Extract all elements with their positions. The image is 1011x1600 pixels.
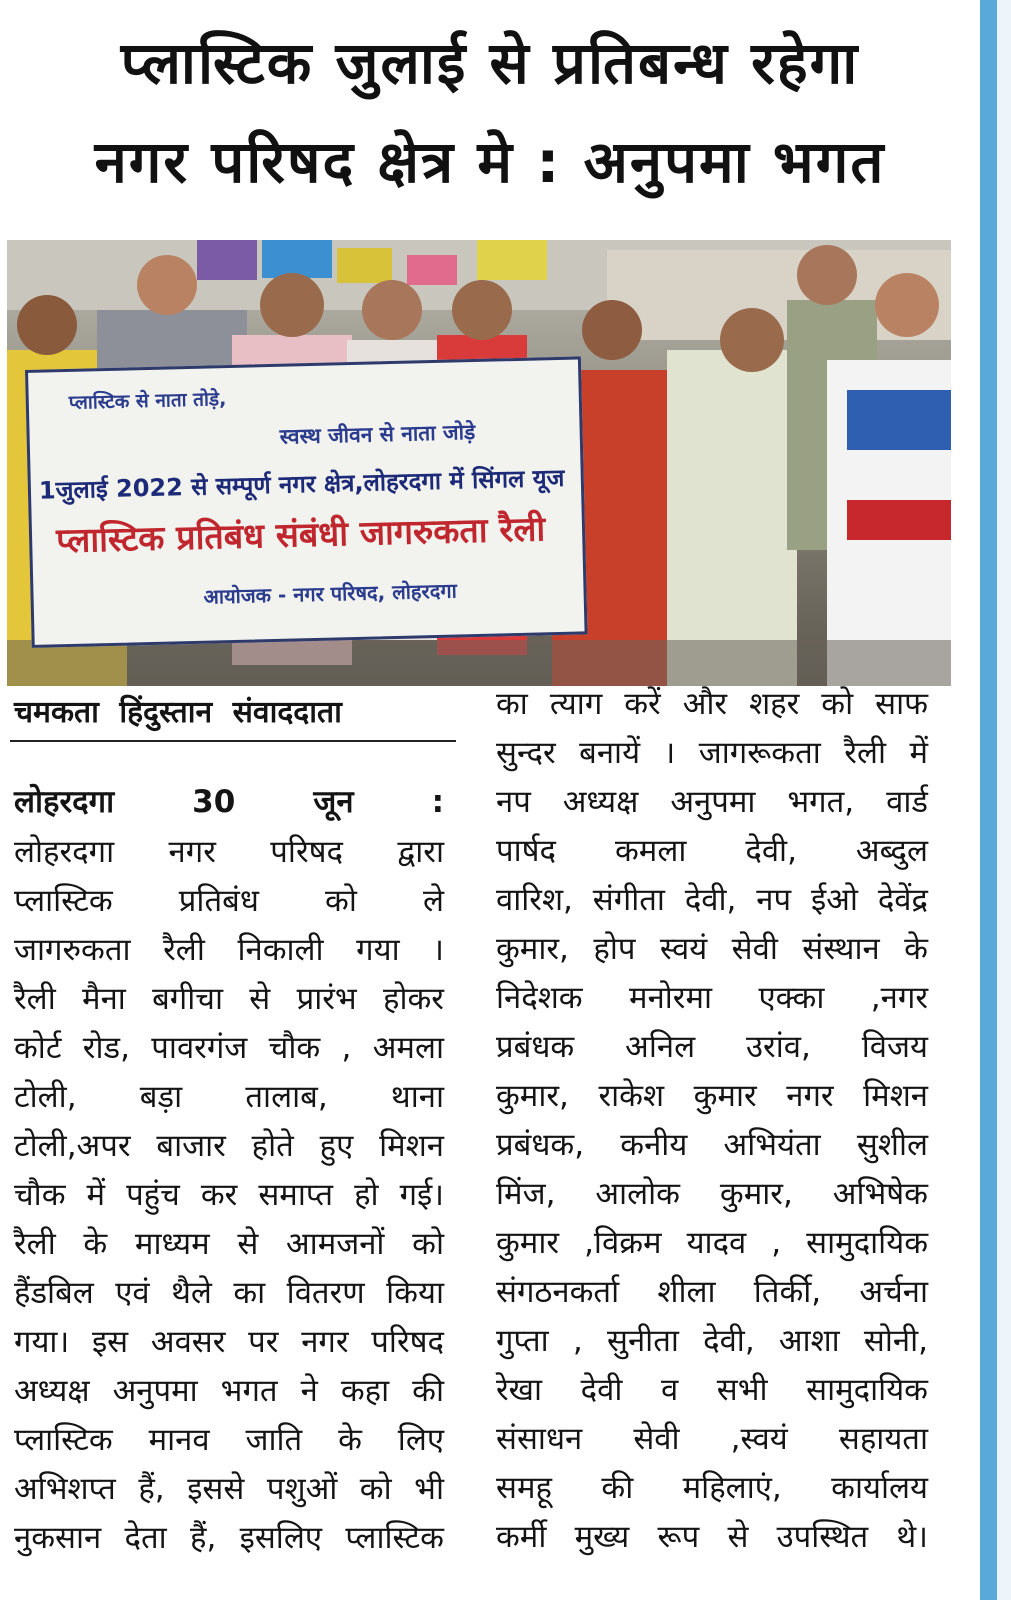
banner-line-2: स्वस्थ जीवन से नाता जोड़े bbox=[279, 420, 476, 449]
article-line: रैली मैना बगीचा से प्रारंभ होकर bbox=[14, 981, 444, 1017]
headline-line-1: प्लास्टिक जुलाई से प्रतिबन्ध रहेगा bbox=[120, 29, 860, 97]
article-line: रेखा देवी व सभी सामुदायिक bbox=[496, 1372, 928, 1408]
article-line: लोहरदगा नगर परिषद द्वारा bbox=[14, 834, 444, 870]
article-line: टोली,अपर बाजार होते हुए मिशन bbox=[14, 1128, 444, 1164]
dateline: लोहरदगा 30 जून : bbox=[14, 784, 444, 820]
article-line: संगठनकर्ता शीला तिर्की, अर्चना bbox=[496, 1274, 928, 1310]
article-line: वारिश, संगीता देवी, नप ईओ देवेंद्र bbox=[496, 882, 928, 918]
article-line: प्रबंधक, कनीय अभियंता सुशील bbox=[496, 1127, 928, 1163]
article-line: संसाधन सेवी ,स्वयं सहायता bbox=[496, 1421, 928, 1457]
banner-line-1: प्लास्टिक से नाता तोड़े, bbox=[68, 388, 227, 414]
article-line: निदेशक मनोरमा एक्का ,नगर bbox=[496, 980, 928, 1016]
banner-line-4: प्लास्टिक प्रतिबंध संबंधी जागरुकता रैली bbox=[55, 509, 546, 562]
banner-line-5: आयोजक - नगर परिषद, लोहरदगा bbox=[203, 578, 458, 609]
article-line: हैंडबिल एवं थैले का वितरण किया bbox=[14, 1275, 444, 1311]
article-line: कुमार, होप स्वयं सेवी संस्थान के bbox=[496, 931, 928, 967]
article-line: कुमार ,विक्रम यादव , सामुदायिक bbox=[496, 1225, 928, 1261]
article-line: गुप्ता , सुनीता देवी, आशा सोनी, bbox=[496, 1323, 928, 1359]
article-line: सुन्दर बनायें । जागरूकता रैली में bbox=[496, 735, 928, 771]
article-line: प्लास्टिक मानव जाति के लिए bbox=[14, 1422, 444, 1458]
article-line: कर्मी मुख्य रूप से उपस्थित थे। bbox=[496, 1519, 928, 1555]
byline-underline bbox=[10, 740, 456, 742]
page-edge-bar bbox=[980, 0, 997, 1600]
headline-line-2: नगर परिषद क्षेत्र मे : अनुपमा भगत bbox=[94, 128, 886, 196]
article-line: टोली, बड़ा तालाब, थाना bbox=[14, 1079, 444, 1115]
rally-banner bbox=[25, 356, 588, 648]
page-edge-margin bbox=[997, 0, 1011, 1600]
news-photo bbox=[7, 240, 951, 686]
article-line: चौक में पहुंच कर समाप्त हो गई। bbox=[14, 1177, 444, 1213]
article-line: नप अध्यक्ष अनुपमा भगत, वार्ड bbox=[496, 784, 928, 820]
article-line: जागरुकता रैली निकाली गया । bbox=[14, 932, 444, 968]
article-line: मिंज, आलोक कुमार, अभिषेक bbox=[496, 1176, 928, 1212]
banner-line-3: 1जुलाई 2022 से सम्पूर्ण नगर क्षेत्र,लोहरदगा में सिंगल यूज bbox=[38, 463, 565, 505]
article-line: समहू की महिलाएं, कार्यालय bbox=[496, 1470, 928, 1506]
article-line: नुकसान देता हैं, इसलिए प्लास्टिक bbox=[14, 1520, 444, 1556]
article-line: प्रबंधक अनिल उरांव, विजय bbox=[496, 1029, 928, 1065]
article-line: अभिशप्त हैं, इससे पशुओं को भी bbox=[14, 1471, 444, 1507]
article-line: कुमार, राकेश कुमार नगर मिशन bbox=[496, 1078, 928, 1114]
article-line: पार्षद कमला देवी, अब्दुल bbox=[496, 833, 928, 869]
article-line: प्लास्टिक प्रतिबंध को ले bbox=[14, 883, 444, 919]
article-line: रैली के माध्यम से आमजनों को bbox=[14, 1226, 444, 1262]
article-line: का त्याग करें और शहर को साफ bbox=[496, 686, 928, 722]
byline: चमकता हिंदुस्तान संवाददाता bbox=[14, 695, 342, 730]
article-line: गया। इस अवसर पर नगर परिषद bbox=[14, 1324, 444, 1360]
article-line: अध्यक्ष अनुपमा भगत ने कहा की bbox=[14, 1373, 444, 1409]
article-line: कोर्ट रोड, पावरगंज चौक , अमला bbox=[14, 1030, 444, 1066]
